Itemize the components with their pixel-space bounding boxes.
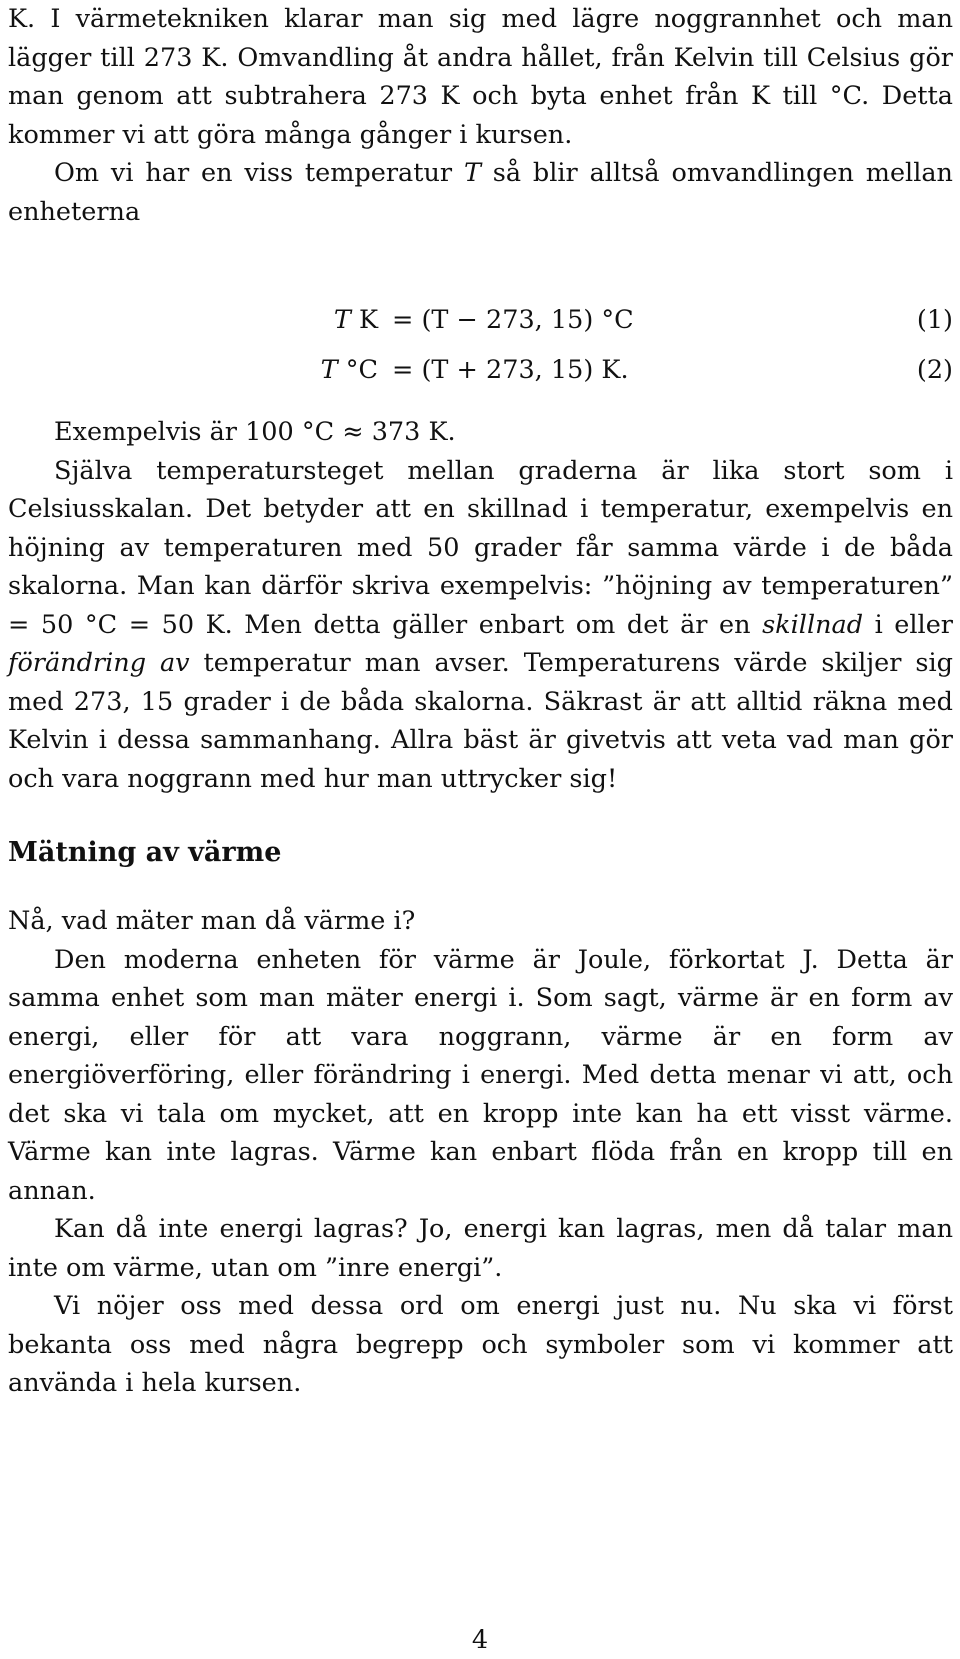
equation-2-unit: °C xyxy=(337,355,378,385)
document-page xyxy=(8,0,953,1403)
emphasis-skillnad: skillnad xyxy=(762,609,864,640)
equation-1-number: (1) xyxy=(916,305,953,335)
conversion-intro-text-before: Om vi har en viss temperatur xyxy=(54,158,464,188)
example-line: Exempelvis är 100 °C ≈ 373 K. xyxy=(54,417,456,447)
intro-paragraph: K. I värmetekniken klarar man sig med lägre noggrannhet och man lägger till 273 K. Omvandling åt andra hållet, från Kelvin till Celsius gör man genom att subtrahera 273 K och byta enhet från K till °C. Detta kommer vi att göra många gånger i kursen. xyxy=(8,4,953,150)
conversion-intro-paragraph xyxy=(8,154,953,231)
equation-block xyxy=(8,301,953,413)
temperature-step-text-mid: i eller xyxy=(863,609,953,640)
temperature-step-text-2: temperatur man avser. Temperaturens värde skiljer sig med 273, 15 grader i de båda skalorna. Säkrast är att alltid räkna med Kelvin i dessa sammanhang. Allra bäst är givetvis att veta vad man gör och vara noggrann med hur man uttrycker sig! xyxy=(8,648,953,794)
equation-2 xyxy=(8,351,953,389)
equation-1 xyxy=(8,301,953,339)
equation-2-variable: T xyxy=(320,355,338,385)
equation-1-unit: K xyxy=(350,305,378,335)
equation-1-lhs xyxy=(288,301,378,339)
equation-1-rhs: = (T − 273, 15) °C xyxy=(392,305,634,335)
equation-2-lhs xyxy=(288,351,378,389)
temperature-step-paragraph xyxy=(8,452,953,799)
equation-2-number: (2) xyxy=(916,355,953,385)
section-question: Nå, vad mäter man då värme i? xyxy=(8,906,416,936)
joule-paragraph: Den moderna enheten för värme är Joule, förkortat J. Detta är samma enhet som man mäter energi i. Som sagt, värme är en form av energi, eller för att vara noggrann, värme är en form av energiöverföring, eller förändring i energi. Med detta menar vi att, och det ska vi tala om mycket, att en kropp inte kan ha ett visst värme. Värme kan inte lagras. Värme kan enbart flöda från en kropp till en annan. xyxy=(8,944,953,1206)
page-number: 4 xyxy=(471,1625,489,1655)
conversion-intro-text-after: så blir alltså omvandlingen mellan enheterna xyxy=(8,158,953,227)
temperature-step-text-1: Själva temperatursteget mellan graderna är lika stort som i Celsiusskalan. Det betyder att en skillnad i temperatur, exempelvis en höjning av temperaturen med 50 grader får samma värde i de båda skalorna. Man kan därför skriva exempelvis: ”höjning av temperaturen” = 50 °C = 50 K. Men detta gäller enbart om det är en xyxy=(8,455,953,640)
equation-1-variable: T xyxy=(333,305,351,335)
temperature-variable: T xyxy=(463,158,481,188)
inner-energy-paragraph: Kan då inte energi lagras? Jo, energi kan lagras, men då talar man inte om värme, utan om ”inre energi”. xyxy=(8,1214,953,1283)
equation-2-rhs: = (T + 273, 15) K. xyxy=(392,355,629,385)
emphasis-forandring: förändring av xyxy=(8,648,190,678)
section-heading: Mätning av värme xyxy=(8,837,282,868)
closing-paragraph: Vi nöjer oss med dessa ord om energi just nu. Nu ska vi först bekanta oss med några begrepp och symboler som vi kommer att använda i hela kursen. xyxy=(8,1291,953,1398)
